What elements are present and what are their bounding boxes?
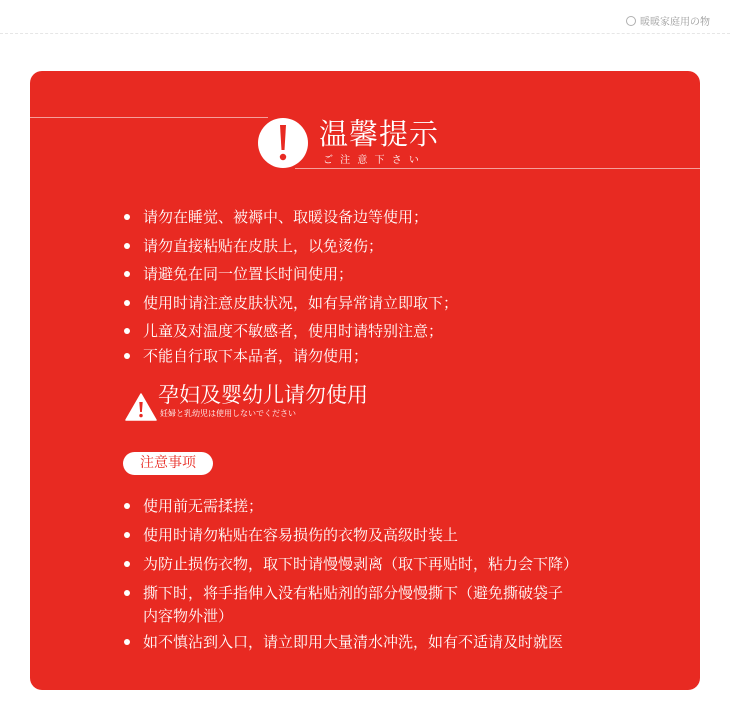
list-item: 为防止损伤衣物，取下时请慢慢剥离（取下再贴时，粘力会下降）: [124, 553, 578, 575]
list-item: 请勿直接粘贴在皮肤上，以免烫伤；: [124, 235, 383, 257]
list-item: 使用时请注意皮肤状况，如有异常请立即取下；: [124, 292, 458, 314]
list-item: 使用时请勿粘贴在容易损伤的衣物及高级时装上: [124, 524, 458, 546]
list-item: 请避免在同一位置长时间使用；: [124, 263, 353, 285]
bullet-icon: [124, 271, 130, 277]
list-item: 请勿在睡觉、被褥中、取暖设备边等使用；: [124, 206, 428, 228]
list-item: 使用前无需揉搓；: [124, 495, 263, 517]
list-item: 不能自行取下本品者，请勿使用；: [124, 345, 368, 367]
bullet-icon: [124, 561, 130, 567]
notice-subtitle: ご 注 意 下 さ い: [323, 155, 421, 166]
site-label-text: 暖暖家庭用の物: [640, 17, 710, 28]
warning-title: 孕妇及婴幼儿请勿使用: [158, 383, 368, 407]
bullet-icon: [124, 532, 130, 538]
list-item: 撕下时，将手指伸入没有粘贴剂的部分慢慢撕下（避免撕破袋子: [124, 582, 563, 604]
title-rule-left: [30, 117, 268, 118]
bullet-icon: [124, 639, 130, 645]
site-label: [626, 13, 710, 28]
title-rule-right: [295, 168, 700, 169]
exclamation-circle-icon: [258, 118, 308, 168]
bullet-icon: [124, 503, 130, 509]
bullet-icon: [124, 243, 130, 249]
warning-subtitle: 妊婦と乳幼児は使用しないでください: [160, 409, 296, 418]
precautions-label: 注意事项: [123, 452, 213, 475]
list-item-continuation: 内容物外泄）: [143, 607, 234, 625]
header-divider: [0, 33, 730, 34]
notice-title: 温馨提示: [319, 117, 440, 151]
bullet-icon: [124, 214, 130, 220]
bullet-icon: [124, 590, 130, 596]
list-item: 儿童及对温度不敏感者，使用时请特别注意；: [124, 320, 443, 342]
list-item: 如不慎沾到入口，请立即用大量清水冲洗，如有不适请及时就医: [124, 631, 563, 653]
bullet-icon: [124, 353, 130, 359]
circle-icon: [626, 16, 636, 26]
warning-triangle-icon: [125, 393, 157, 421]
bullet-icon: [124, 300, 130, 306]
bullet-icon: [124, 328, 130, 334]
